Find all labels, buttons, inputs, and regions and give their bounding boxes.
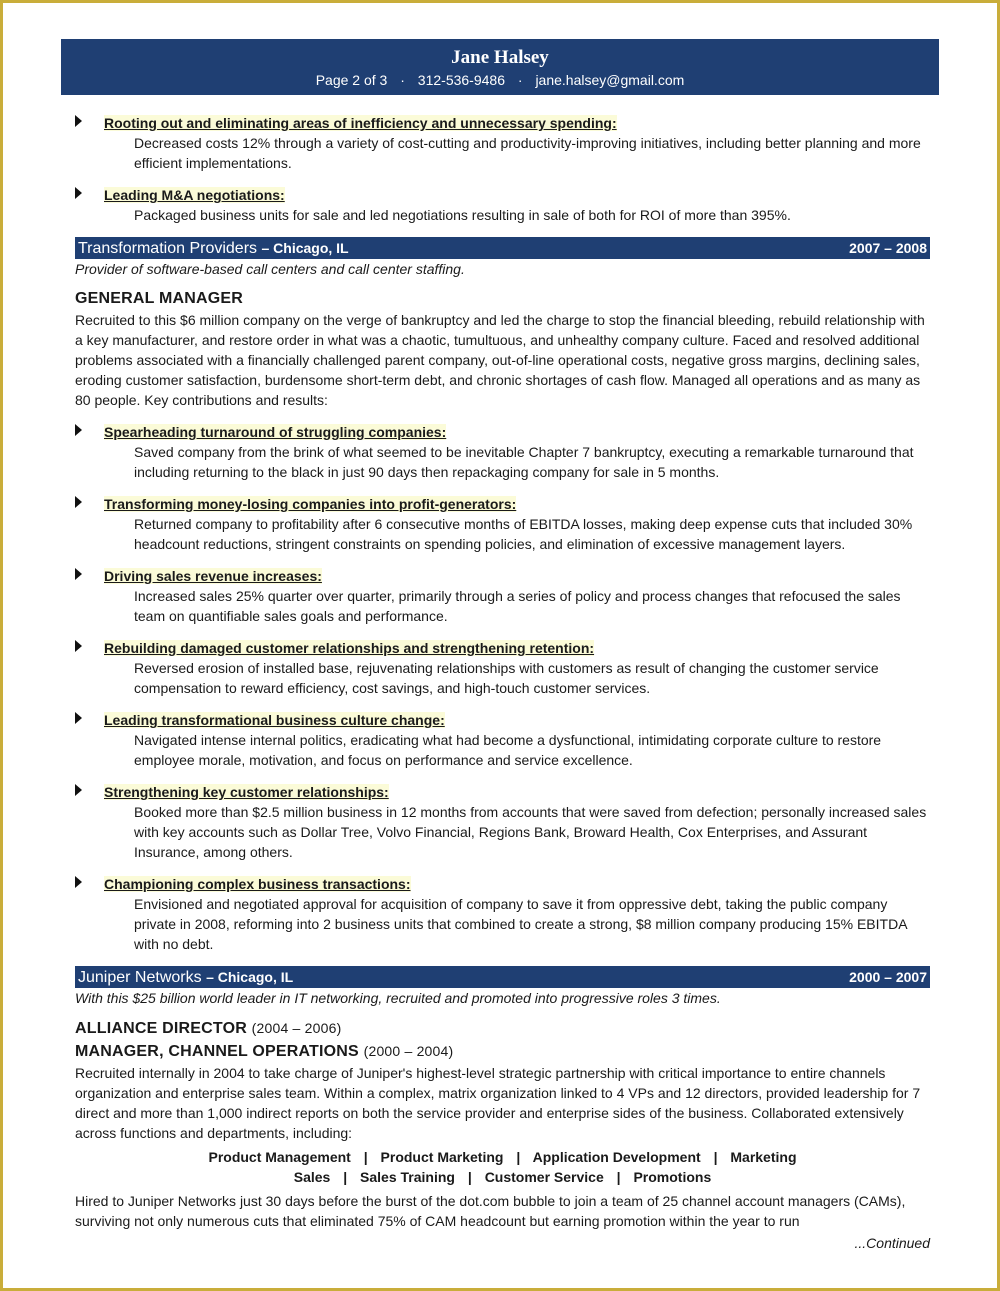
function-item: Sales Training	[360, 1169, 455, 1185]
pipe-separator: |	[363, 1149, 368, 1165]
pipe-separator: |	[616, 1169, 621, 1185]
bullet-title: Championing complex business transactions:	[104, 876, 411, 892]
company-bar-transformation-providers	[75, 237, 930, 259]
email-link[interactable]: jane.halsey@gmail.com	[535, 72, 685, 88]
resume-header	[61, 39, 939, 95]
company-location: – Chicago, IL	[261, 240, 349, 256]
resume-body	[75, 113, 930, 1253]
function-item: Customer Service	[484, 1169, 604, 1185]
company-description: Provider of software-based call centers and call center staffing.	[75, 261, 465, 277]
role-name: MANAGER, CHANNEL OPERATIONS	[75, 1043, 359, 1060]
separator: ·	[400, 72, 405, 88]
role-title: GENERAL MANAGER	[75, 290, 244, 307]
bullet-item	[75, 422, 930, 482]
bullet-item	[75, 874, 930, 954]
role-summary: Recruited to this $6 million company on the verge of bankruptcy and led the charge to stop the financial bleeding, rebuild relationship with a key manufacturer, and restore order in what was a chaotic, tumultuous, and unhealthy company culture. Faced and resolved additional problems associated with a financially challenged parent company, out-of-line operational costs, negative gross margins, declining sales, eroding customer satisfaction, burdensome short-term debt, and chronic shortages of cash flow. Managed all operations and as many as 80 people. Key contributions and results:	[75, 312, 925, 408]
bullet-text: Decreased costs 12% through a variety of cost-cutting and productivity-improving initiatives, including better planning and more efficient implementations.	[134, 135, 921, 171]
pipe-separator: |	[516, 1149, 521, 1165]
continued-marker: ...Continued	[854, 1235, 930, 1251]
function-item: Product Management	[208, 1149, 351, 1165]
bullet-title: Transforming money-losing companies into profit-generators:	[104, 496, 517, 512]
separator: ·	[517, 72, 523, 88]
bullet-item	[75, 113, 930, 173]
bullet-title: Rooting out and eliminating areas of inefficiency and unnecessary spending:	[104, 115, 617, 131]
bullet-text: Booked more than $2.5 million business in 12 months from accounts that were saved from defection; personally increased sales with key accounts such as Dollar Tree, Volvo Financial, Regions Bank, Broward Health, Cox Enterprises, and Assurant Insurance, among others.	[134, 804, 927, 860]
company-location: – Chicago, IL	[206, 969, 294, 985]
company-name: Juniper Networks	[78, 969, 202, 986]
bullet-text: Envisioned and negotiated approval for acquisition of company to save it from oppressive debt, taking the public company private in 2008, reforming into 2 business units that combined to create a strong, $8 million company producing 15% EBITDA with no debt.	[134, 896, 907, 952]
bullet-text: Packaged business units for sale and led negotiations resulting in sale of both for ROI of more than 395%.	[134, 207, 791, 223]
company-bar-juniper-networks	[75, 966, 930, 988]
bullet-item	[75, 710, 930, 770]
bullet-item	[75, 782, 930, 862]
bullet-text: Increased sales 25% quarter over quarter, primarily through a series of policy and process changes that refocused the sales team on quantifiable sales goals and performance.	[134, 588, 901, 624]
closing-paragraph: Hired to Juniper Networks just 30 days before the burst of the dot.com bubble to join a team of 25 channel account managers (CAMs), surviving not only numerous cuts that eliminated 75% of CAM headcount but earning promotion within the year to run	[75, 1193, 906, 1229]
arrow-bullet-icon	[75, 187, 82, 199]
candidate-name: Jane Halsey	[451, 47, 549, 68]
bullet-title: Strengthening key customer relationships:	[104, 784, 389, 800]
employment-dates: 2000 – 2007	[849, 969, 927, 985]
bullet-title: Rebuilding damaged customer relationships and strengthening retention:	[104, 640, 595, 656]
role-name: ALLIANCE DIRECTOR	[75, 1020, 247, 1037]
role-title	[75, 1040, 930, 1063]
function-item: Product Marketing	[380, 1149, 504, 1165]
bullet-text: Reversed erosion of installed base, rejuvenating relationships with customers as result of changing the customer service compensation to reward efficiency, cost savings, and high-touch customer services.	[134, 660, 879, 696]
company-name: Transformation Providers	[78, 240, 258, 257]
company-description: With this $25 billion world leader in IT networking, recruited and promoted into progressive roles 3 times.	[75, 990, 721, 1006]
bullet-item	[75, 185, 930, 225]
bullet-text: Navigated intense internal politics, eradicating what had become a dysfunctional, intimidating corporate culture to restore employee morale, motivation, and focus on performance and service excellence.	[134, 732, 882, 768]
function-item: Application Development	[532, 1149, 701, 1165]
functions-row	[75, 1167, 930, 1187]
function-item: Marketing	[730, 1149, 797, 1165]
functions-row	[75, 1147, 930, 1167]
function-item: Promotions	[633, 1169, 712, 1185]
arrow-bullet-icon	[75, 784, 82, 796]
pipe-separator: |	[713, 1149, 718, 1165]
bullet-title: Driving sales revenue increases:	[104, 568, 322, 584]
arrow-bullet-icon	[75, 640, 82, 652]
arrow-bullet-icon	[75, 876, 82, 888]
arrow-bullet-icon	[75, 115, 82, 127]
arrow-bullet-icon	[75, 568, 82, 580]
arrow-bullet-icon	[75, 712, 82, 724]
bullet-item	[75, 566, 930, 626]
contact-line	[61, 71, 939, 89]
role-title	[75, 1017, 930, 1040]
bullet-item	[75, 638, 930, 698]
bullet-title: Leading M&A negotiations:	[104, 187, 285, 203]
bullet-text: Returned company to profitability after 6 consecutive months of EBITDA losses, making deep expense cuts that included 30% headcount reductions, stringent constraints on spending policies, and elimination of excessive management layers.	[134, 516, 913, 552]
pipe-separator: |	[343, 1169, 348, 1185]
role-dates: (2004 – 2006)	[251, 1020, 342, 1036]
arrow-bullet-icon	[75, 496, 82, 508]
arrow-bullet-icon	[75, 424, 82, 436]
pipe-separator: |	[467, 1169, 472, 1185]
role-summary: Recruited internally in 2004 to take charge of Juniper's highest-level strategic partnership with critical importance to entire channels organization and enterprise sales team. Within a complex, matrix organization linked to 4 VPs and 12 directors, provided leadership for 7 direct and more than 1,000 indirect reports on both the service provider and enterprise sides of the business. Collaborated extensively across functions and departments, including:	[75, 1065, 921, 1141]
role-dates: (2000 – 2004)	[363, 1043, 454, 1059]
bullet-title: Leading transformational business culture change:	[104, 712, 445, 728]
bullet-text: Saved company from the brink of what seemed to be inevitable Chapter 7 bankruptcy, executing a remarkable turnaround that including returning to the black in just 90 days then repackaging company for sale in 5 months.	[134, 444, 914, 480]
page-indicator: Page 2 of 3	[315, 72, 388, 88]
bullet-title: Spearheading turnaround of struggling companies:	[104, 424, 447, 440]
phone-number: 312-536-9486	[417, 72, 505, 88]
employment-dates: 2007 – 2008	[849, 240, 927, 256]
function-item: Sales	[293, 1169, 331, 1185]
bullet-item	[75, 494, 930, 554]
